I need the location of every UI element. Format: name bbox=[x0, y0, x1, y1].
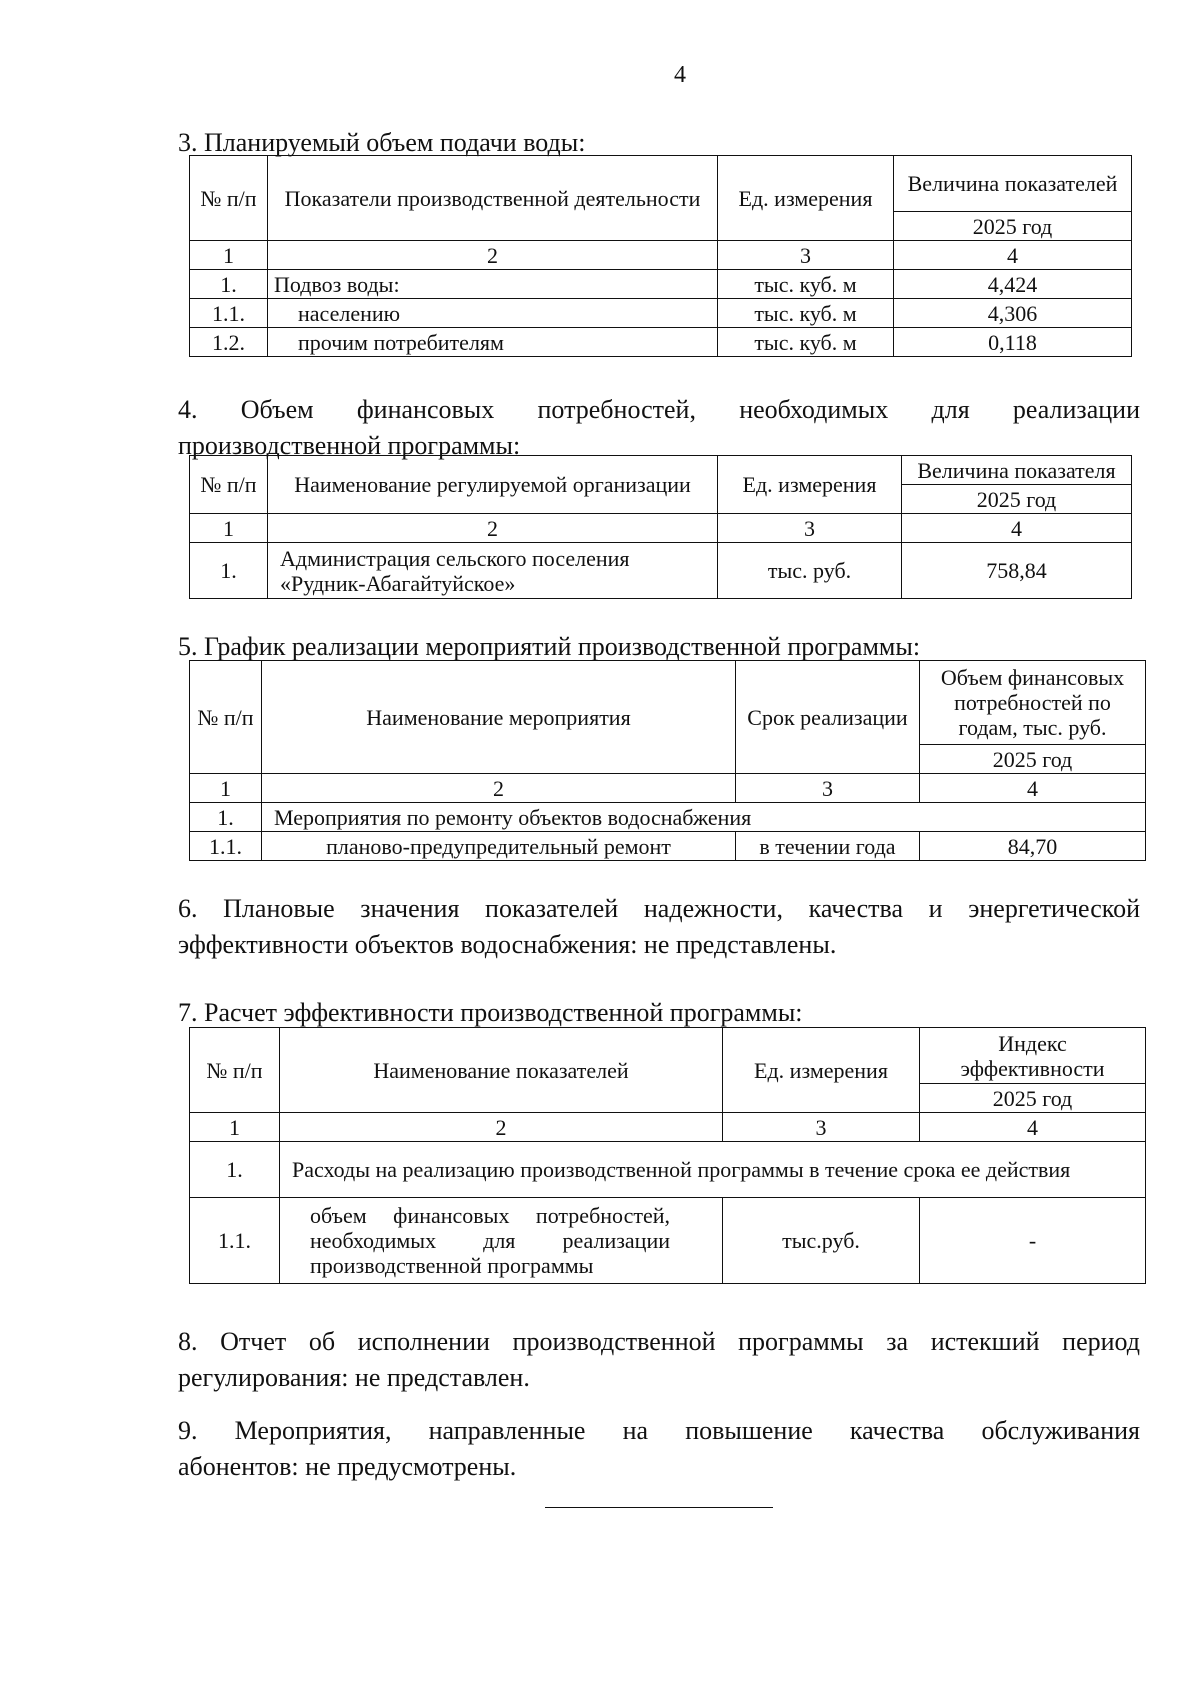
col-number: 4 bbox=[894, 241, 1132, 270]
row-num: 1. bbox=[190, 1142, 280, 1198]
col-header-year: 2025 год bbox=[894, 212, 1132, 241]
row-value: 0,118 bbox=[894, 328, 1132, 357]
col-number: 4 bbox=[920, 1113, 1146, 1142]
row-value: 84,70 bbox=[920, 832, 1146, 861]
col-header-num: № п/п bbox=[190, 661, 262, 774]
table-row bbox=[190, 1198, 1146, 1284]
row-num: 1.1. bbox=[190, 1198, 280, 1284]
section-7-title: 7. Расчет эффективности производственной программы: bbox=[178, 998, 803, 1027]
col-number: 1 bbox=[190, 774, 262, 803]
table-row bbox=[190, 803, 1146, 832]
row-name: планово-предупредительный ремонт bbox=[262, 832, 736, 861]
end-divider bbox=[545, 1507, 773, 1508]
row-name: прочим потребителям bbox=[268, 328, 718, 357]
table-row bbox=[190, 299, 1132, 328]
col-header-num: № п/п bbox=[190, 156, 268, 241]
row-term: в течении года bbox=[736, 832, 920, 861]
col-header-year: 2025 год bbox=[920, 1084, 1146, 1113]
row-name: населению bbox=[268, 299, 718, 328]
row-unit: тыс. руб. bbox=[718, 543, 902, 599]
row-name: Расходы на реализацию производственной программы в течение срока ее действия bbox=[280, 1142, 1146, 1198]
row-num: 1. bbox=[190, 803, 262, 832]
row-num: 1. bbox=[190, 543, 268, 599]
col-number: 2 bbox=[280, 1113, 723, 1142]
col-number: 3 bbox=[718, 241, 894, 270]
col-header-year: 2025 год bbox=[902, 485, 1132, 514]
col-header-unit: Ед. измерения bbox=[718, 456, 902, 514]
col-number: 3 bbox=[736, 774, 920, 803]
col-header-name: Наименование показателей bbox=[280, 1028, 723, 1113]
table-row bbox=[190, 270, 1132, 299]
col-number: 4 bbox=[902, 514, 1132, 543]
section-8-text: 8. Отчет об исполнении производственной программы за истекший период регулирования: не представлен. bbox=[178, 1327, 1140, 1392]
row-name: Подвоз воды: bbox=[268, 270, 718, 299]
section-4-title bbox=[178, 392, 1140, 464]
col-number: 4 bbox=[920, 774, 1146, 803]
schedule-table bbox=[189, 660, 1146, 861]
row-value: 4,306 bbox=[894, 299, 1132, 328]
col-header-unit: Ед. измерения bbox=[723, 1028, 920, 1113]
row-num: 1.1. bbox=[190, 299, 268, 328]
row-unit: тыс.руб. bbox=[723, 1198, 920, 1284]
col-number: 2 bbox=[268, 514, 718, 543]
col-number: 2 bbox=[268, 241, 718, 270]
col-header-year: 2025 год bbox=[920, 745, 1146, 774]
row-value: - bbox=[920, 1198, 1146, 1284]
col-number: 1 bbox=[190, 1113, 280, 1142]
col-header-num: № п/п bbox=[190, 456, 268, 514]
col-header-indicator: Показатели производственной деятельности bbox=[268, 156, 718, 241]
section-9-line1: 9. Мероприятия, направленные на повышение качества обслуживания bbox=[178, 1416, 1140, 1445]
section-4-title-line2: производственной программы: bbox=[178, 431, 521, 460]
row-num: 1. bbox=[190, 270, 268, 299]
col-header-value: Величина показателя bbox=[902, 456, 1132, 485]
row-unit: тыс. куб. м bbox=[718, 270, 894, 299]
col-header-num: № п/п bbox=[190, 1028, 280, 1113]
col-header-value: Величина показателей bbox=[894, 156, 1132, 212]
row-name: Мероприятия по ремонту объектов водоснабжения bbox=[262, 803, 1146, 832]
row-num: 1.2. bbox=[190, 328, 268, 357]
section-3-title: 3. Планируемый объем подачи воды: bbox=[178, 128, 586, 157]
col-header-volume: Объем финансовых потребностей по годам, тыс. руб. bbox=[920, 661, 1146, 745]
row-name: объем финансовых потребностей, необходимых для реализации производственной программы bbox=[280, 1198, 723, 1284]
section-9-line2: абонентов: не предусмотрены. bbox=[178, 1452, 517, 1481]
col-header-unit: Ед. измерения bbox=[718, 156, 894, 241]
col-header-term: Срок реализации bbox=[736, 661, 920, 774]
efficiency-table bbox=[189, 1027, 1146, 1284]
table-row bbox=[190, 328, 1132, 357]
page-number: 4 bbox=[674, 62, 686, 88]
row-unit: тыс. куб. м bbox=[718, 299, 894, 328]
water-supply-table bbox=[189, 155, 1132, 357]
col-number: 2 bbox=[262, 774, 736, 803]
row-unit: тыс. куб. м bbox=[718, 328, 894, 357]
col-header-org: Наименование регулируемой организации bbox=[268, 456, 718, 514]
col-header-index: Индекс эффективности bbox=[920, 1028, 1146, 1084]
col-number: 3 bbox=[723, 1113, 920, 1142]
table-row bbox=[190, 543, 1132, 599]
col-header-name: Наименование мероприятия bbox=[262, 661, 736, 774]
table-row bbox=[190, 832, 1146, 861]
col-number: 1 bbox=[190, 241, 268, 270]
row-num: 1.1. bbox=[190, 832, 262, 861]
financial-needs-table bbox=[189, 455, 1132, 599]
section-6-text: 6. Плановые значения показателей надежности, качества и энергетической эффективности объектов водоснабжения: не представлены. bbox=[178, 894, 1140, 959]
section-5-title: 5. График реализации мероприятий производственной программы: bbox=[178, 632, 921, 661]
col-number: 1 bbox=[190, 514, 268, 543]
row-value: 4,424 bbox=[894, 270, 1132, 299]
col-number: 3 bbox=[718, 514, 902, 543]
section-4-title-line1: 4. Объем финансовых потребностей, необходимых для реализации bbox=[178, 395, 1140, 424]
row-name: Администрация сельского поселения «Рудник-Абагайтуйское» bbox=[268, 543, 718, 599]
table-row bbox=[190, 1142, 1146, 1198]
row-value: 758,84 bbox=[902, 543, 1132, 599]
section-9-text bbox=[178, 1413, 1140, 1485]
